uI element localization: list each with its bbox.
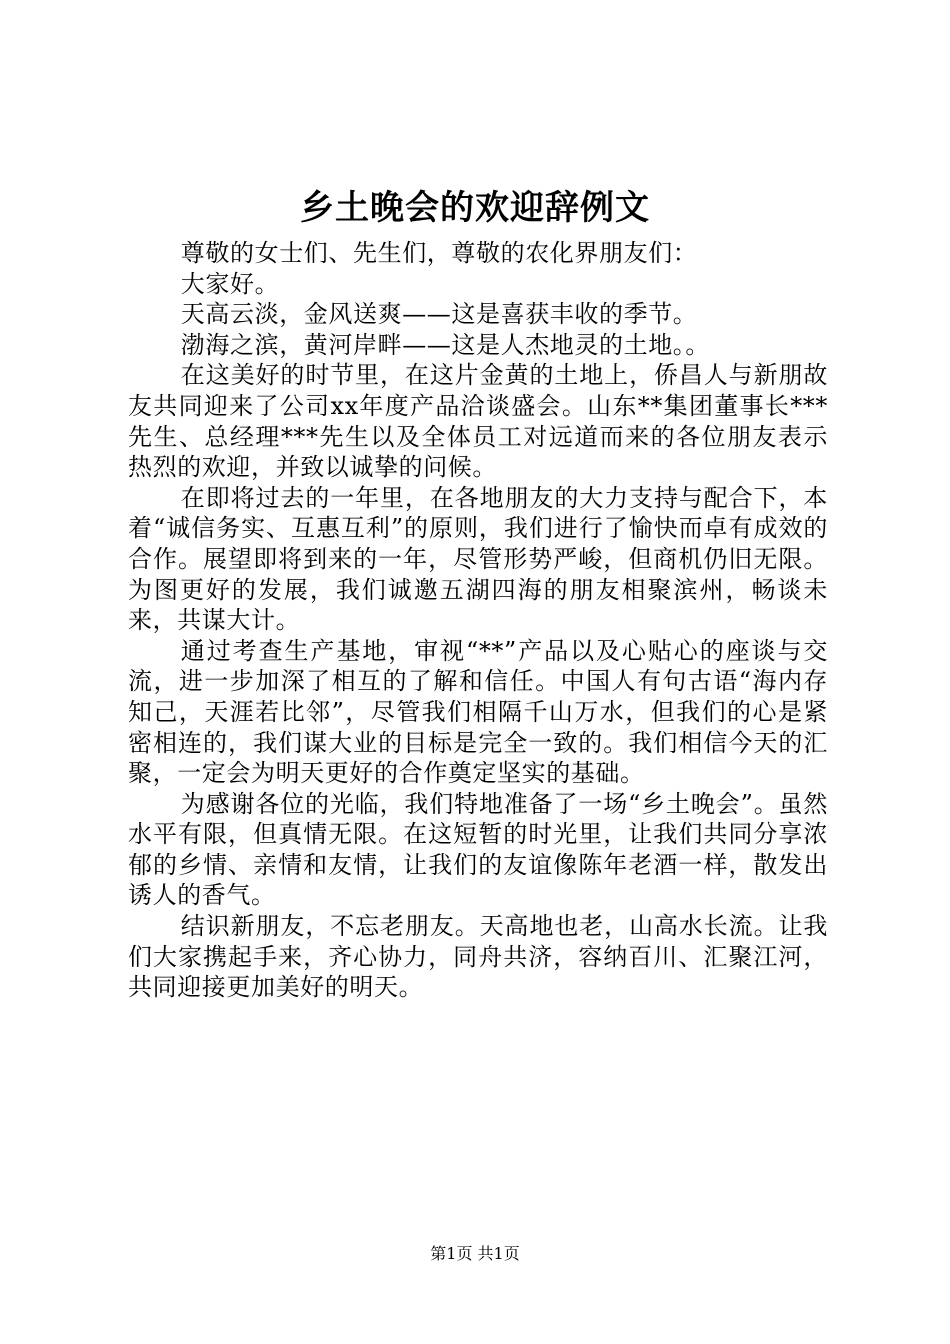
- salutation-paragraph: 尊敬的女士们、先生们，尊敬的农化界朋友们：: [180, 239, 698, 267]
- season-paragraph: 天高云淡，金风送爽——这是喜获丰收的季节。: [180, 300, 698, 329]
- cooperation-paragraph: 在即将过去的一年里，在各地朋友的大力支持与配合下，本着“诚信务实、互惠互利”的原则，我们进行了愉快而卓有成效的合作。展望即将到来的一年，尽管形势严峻，但商机仍旧无限。为图更好的发展，我们诚邀五湖四海的朋友相聚滨州，畅谈未来，共谋大计。: [128, 483, 828, 635]
- welcome-paragraph: 在这美好的时节里，在这片金黄的土地上，侨昌人与新朋故友共同迎来了公司xx年度产品洽谈盛会。山东**集团董事长***先生、总经理***先生以及全体员工对远道而来的各位朋友表示热烈的欢迎，并致以诚挚的问候。: [128, 361, 828, 482]
- greeting-paragraph: 大家好。: [180, 269, 280, 298]
- page-number-footer: 第1页 共1页: [430, 1244, 520, 1263]
- document-title: 乡土晚会的欢迎辞例文: [300, 188, 650, 228]
- closing-paragraph: 结识新朋友，不忘老朋友。天高地也老，山高水长流。让我们大家携起手来，齐心协力，同舟共济，容纳百川、汇聚江河，共同迎接更加美好的明天。: [128, 912, 828, 1002]
- land-paragraph: 渤海之滨，黄河岸畔——这是人杰地灵的土地。。: [180, 330, 710, 359]
- trust-paragraph: 通过考查生产基地，审视“**”产品以及心贴心的座谈与交流，进一步加深了相互的了解和信任。中国人有句古语“海内存知己，天涯若比邻”，尽管我们相隔千山万水，但我们的心是紧密相连的，我们谋大业的目标是完全一致的。我们相信今天的汇聚，一定会为明天更好的合作奠定坚实的基础。: [128, 636, 828, 788]
- evening-paragraph: 为感谢各位的光临，我们特地准备了一场“乡土晚会”。虽然水平有限，但真情无限。在这短暂的时光里，让我们共同分享浓郁的乡情、亲情和友情，让我们的友谊像陈年老酒一样，散发出诱人的香气。: [128, 789, 828, 910]
- document-body: [128, 238, 828, 1003]
